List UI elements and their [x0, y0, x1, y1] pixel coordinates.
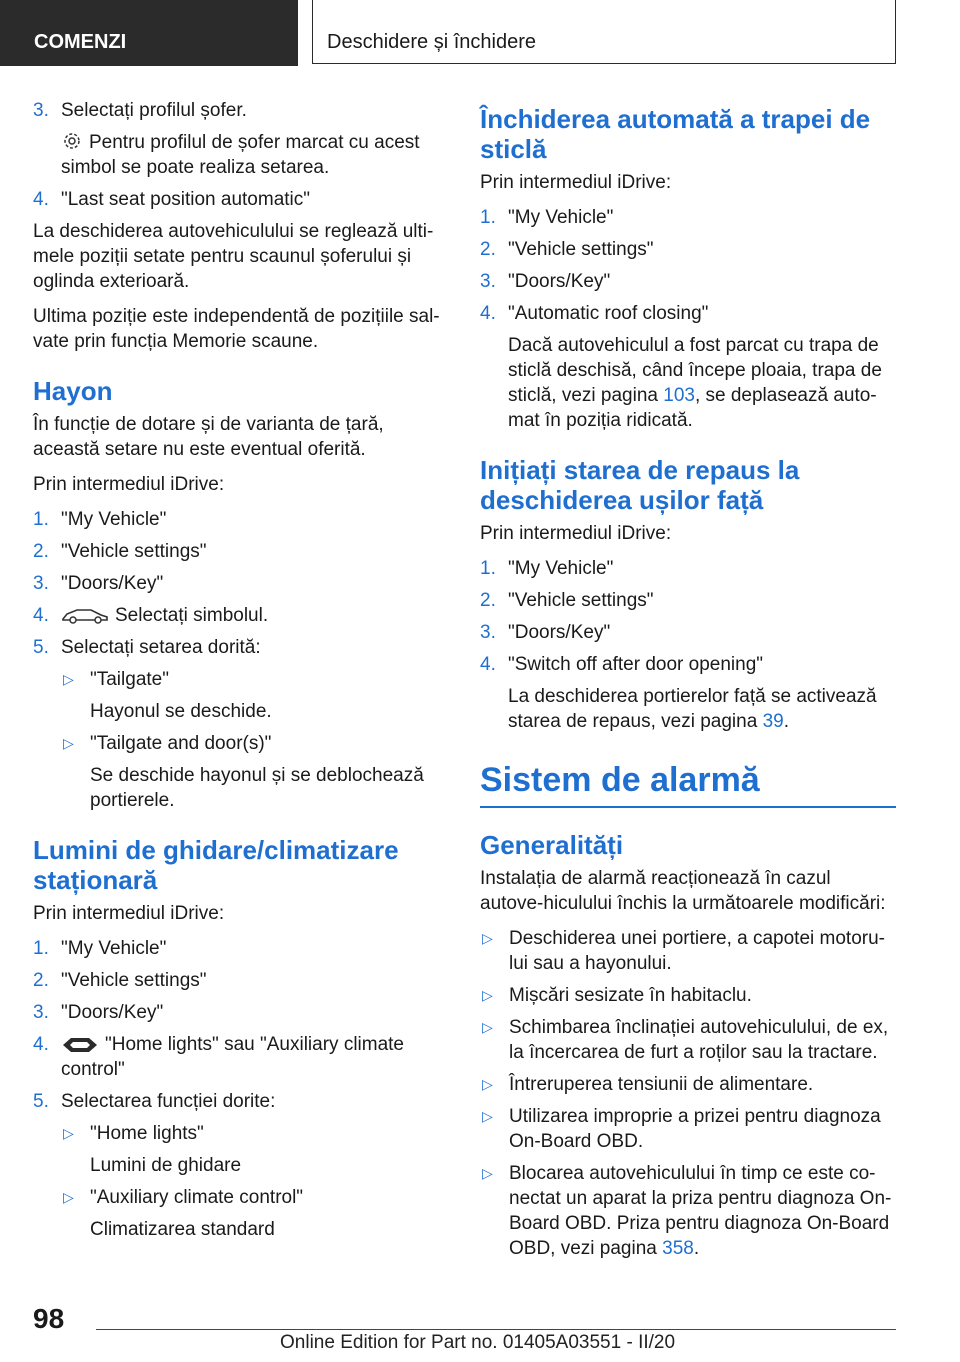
list-item [33, 571, 443, 596]
paragraph: În funcție de dotare și de varianta de țară, această setare nu este eventual oferită. [33, 414, 384, 460]
section-tab: COMENZI [0, 0, 298, 66]
bullet-text: Deschiderea unei portiere, a capotei motoru-lui sau a hayonului. [509, 928, 885, 974]
step-number: 1. [480, 558, 496, 579]
step-note [480, 333, 896, 433]
step-number: 1. [33, 938, 49, 959]
paragraph: La deschiderea autovehiculului se reglează ulti-mele poziții setate pentru scaunul șoferului și oglinda exterioară. [33, 221, 434, 292]
step-text: "Automatic roof closing" [508, 303, 709, 324]
step-number: 1. [33, 509, 49, 530]
step-number: 5. [33, 1091, 49, 1112]
step-number: 3. [33, 100, 49, 121]
step-text: "Home lights" sau "Auxiliary climate control" [61, 1034, 404, 1080]
list-item [480, 556, 896, 581]
step-text: Selectarea funcției dorite: [61, 1091, 276, 1112]
paragraph: Prin intermediul iDrive: [480, 523, 672, 544]
page-link[interactable]: 39 [762, 711, 784, 732]
option-desc: Se deschide hayonul și se deblochează portierele. [90, 765, 424, 811]
option-item [33, 667, 443, 692]
list-item [33, 603, 443, 628]
step-number: 3. [480, 271, 496, 292]
bullet-item [480, 1015, 896, 1065]
bullet-item [480, 983, 896, 1008]
step-text: "My Vehicle" [508, 558, 614, 579]
option-item [33, 1185, 443, 1210]
step-number: 2. [480, 590, 496, 611]
page-number: 98 [33, 1303, 65, 1334]
step-text: "Doors/Key" [508, 622, 611, 643]
step-text: "Vehicle settings" [61, 541, 207, 562]
page-link[interactable]: 103 [663, 385, 695, 406]
bullet-text: Întreruperea tensiunii de alimentare. [509, 1074, 814, 1095]
step-text: "Vehicle settings" [508, 239, 654, 260]
triangle-bullet-icon: ▷ [63, 671, 74, 687]
triangle-bullet-icon: ▷ [63, 1189, 74, 1205]
list-item [480, 269, 896, 294]
heading-repaus: Inițiați starea de repaus la deschiderea ușilor față [480, 455, 800, 515]
triangle-bullet-icon: ▷ [482, 1019, 493, 1035]
step-text: Selectați simbolul. [115, 605, 269, 626]
option-desc: Hayonul se deschide. [90, 701, 272, 722]
heading-lumini: Lumini de ghidare/climatizare staționară [33, 835, 399, 895]
step-number: 2. [33, 970, 49, 991]
step-text: "My Vehicle" [61, 509, 167, 530]
heading-hayon: Hayon [33, 376, 113, 406]
triangle-bullet-icon: ▷ [482, 930, 493, 946]
step-number: 3. [480, 622, 496, 643]
list-item [33, 968, 443, 993]
list-item [33, 1032, 443, 1082]
list-item [33, 1000, 443, 1025]
option-label: "Home lights" [90, 1123, 204, 1144]
car-icon [61, 605, 109, 625]
triangle-bullet-icon: ▷ [482, 1076, 493, 1092]
bullet-item [480, 1072, 896, 1097]
page-link[interactable]: 358 [662, 1238, 694, 1259]
note-text: , se deplasează auto-mat în poziția ridicată. [508, 385, 877, 431]
paragraph: Instalația de alarmă reacționează în cazul autove-hiculului închis la următoarele modificări: [480, 868, 886, 914]
bullet-text: Schimbarea înclinației autovehiculului, de ex, la încercarea de furt a roților sau la tractare. [509, 1017, 889, 1063]
chapter-title: Deschidere și închidere [312, 0, 896, 64]
step-number: 2. [33, 541, 49, 562]
step-number: 5. [33, 637, 49, 658]
step-text: "Doors/Key" [61, 1002, 164, 1023]
step-note [480, 684, 896, 734]
step-number: 1. [480, 207, 496, 228]
list-item [480, 620, 896, 645]
bullet-text: Mișcări sesizate în habitaclu. [509, 985, 752, 1006]
bullet-item [480, 926, 896, 976]
step-number: 4. [33, 605, 49, 626]
step-number: 4. [480, 303, 496, 324]
option-item [33, 731, 443, 756]
option-desc: Lumini de ghidare [90, 1155, 242, 1176]
list-item [33, 539, 443, 564]
list-item [33, 187, 443, 212]
list-item [480, 237, 896, 262]
list-item [480, 588, 896, 613]
note-text: Pentru profilul de șofer marcat cu acest simbol se poate realiza setarea. [61, 132, 420, 178]
step-text: Selectați setarea dorită: [61, 637, 261, 658]
heading-generalitati: Generalități [480, 830, 624, 860]
paragraph: Prin intermediul iDrive: [33, 474, 225, 495]
heading-alarma: Sistem de alarmă [480, 760, 896, 808]
step-number: 3. [33, 573, 49, 594]
option-item [33, 1121, 443, 1146]
bullet-text: . [693, 1238, 700, 1259]
paragraph: Prin intermediul iDrive: [33, 903, 225, 924]
list-item [480, 301, 896, 326]
option-label: "Tailgate and door(s)" [90, 733, 272, 754]
option-label: "Tailgate" [90, 669, 169, 690]
step-text: "Doors/Key" [508, 271, 611, 292]
note-text: La deschiderea portierelor față se activează starea de repaus, vezi pagina [508, 686, 877, 732]
step-note [33, 130, 443, 180]
step-number: 4. [33, 1034, 49, 1055]
triangle-bullet-icon: ▷ [482, 1108, 493, 1124]
step-number: 4. [480, 654, 496, 675]
step-number: 4. [33, 189, 49, 210]
note-text: Dacă autovehiculul a fost parcat cu trapa de sticlă deschisă, când începe ploaia, trapa de sticlă, vezi pagina [508, 335, 882, 406]
list-item [33, 507, 443, 532]
car-top-icon [61, 1036, 99, 1054]
bullet-text: Blocarea autovehiculului în timp ce este co-nectat un aparat la priza pentru diagnoza On-Board OBD. Priza pentru diagnoza On-Board OBD, vezi pagina [509, 1163, 892, 1259]
triangle-bullet-icon: ▷ [63, 1125, 74, 1141]
list-item [33, 635, 443, 660]
triangle-bullet-icon: ▷ [482, 987, 493, 1003]
right-column [480, 98, 896, 1268]
step-text: "Vehicle settings" [508, 590, 654, 611]
step-text: "Switch off after door opening" [508, 654, 764, 675]
step-text: "Vehicle settings" [61, 970, 207, 991]
step-number: 3. [33, 1002, 49, 1023]
list-item [33, 1089, 443, 1114]
option-label: "Auxiliary climate control" [90, 1187, 304, 1208]
triangle-bullet-icon: ▷ [482, 1165, 493, 1181]
bullet-item [480, 1161, 896, 1261]
note-text: . [783, 711, 789, 732]
step-text: Selectați profilul șofer. [61, 100, 247, 121]
edition-footer: Online Edition for Part no. 01405A03551 - II/20 [280, 1332, 676, 1353]
step-number: 2. [480, 239, 496, 260]
list-item [33, 98, 443, 123]
step-text: "My Vehicle" [61, 938, 167, 959]
bullet-item [480, 1104, 896, 1154]
step-text: "Doors/Key" [61, 573, 164, 594]
list-item [480, 205, 896, 230]
footer-divider [96, 1329, 896, 1330]
page-header [0, 0, 960, 66]
paragraph: Ultima poziție este independentă de pozițiile sal-vate prin funcția Memorie scaune. [33, 306, 440, 352]
list-item [33, 936, 443, 961]
triangle-bullet-icon: ▷ [63, 735, 74, 751]
bullet-text: Utilizarea improprie a prizei pentru diagnoza On-Board OBD. [509, 1106, 881, 1152]
step-text: "Last seat position automatic" [61, 189, 311, 210]
paragraph: Prin intermediul iDrive: [480, 172, 672, 193]
list-item [480, 652, 896, 677]
gear-icon [61, 130, 83, 152]
left-column [33, 98, 443, 1249]
option-desc: Climatizarea standard [90, 1219, 275, 1240]
heading-trapa: Închiderea automată a trapei de sticlă [480, 104, 871, 164]
step-text: "My Vehicle" [508, 207, 614, 228]
